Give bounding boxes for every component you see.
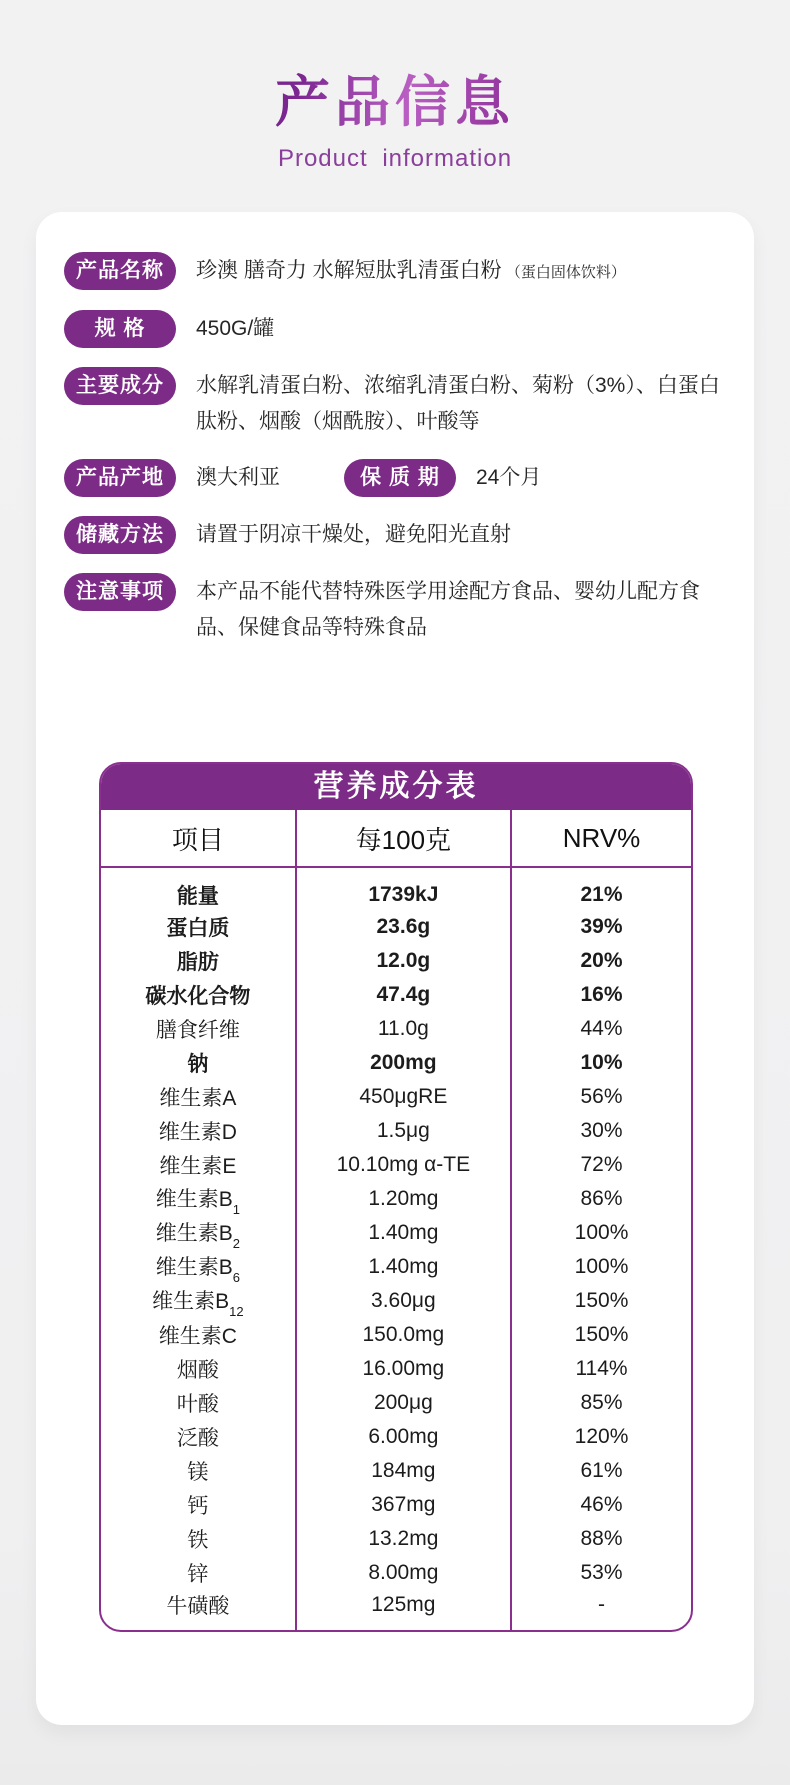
info-label-badge-main-ingredients: 主要成分 [64,367,176,405]
nutrient-nrv: 30% [511,1114,691,1148]
nutrient-nrv: 46% [511,1488,691,1522]
nutrient-nrv: 150% [511,1318,691,1352]
nutrient-per100g: 47.4g [296,978,511,1012]
nutrition-table [99,762,693,1632]
nutrient-name: 维生素D [158,1121,237,1144]
nutrition-row [101,1318,691,1352]
nutrient-per100g: 200mg [296,1046,511,1080]
nutrition-table-title: 营养成分表 [101,764,691,810]
nutrition-row [101,910,691,944]
nutrient-name: 能量 [176,885,219,908]
info-label-badge-specification: 规 格 [64,310,176,348]
nutrient-nrv: 10% [511,1046,691,1080]
nutrient-name: 维生素$B_{12}$ [152,1290,244,1319]
nutrient-name: 镁 [187,1461,209,1484]
info-row-product-name [64,252,728,291]
nutrient-name: 烟酸 [176,1359,219,1382]
page-title: 产品信息 [275,58,515,137]
info-value-shelf-life: 24个月 [476,466,542,489]
nutrition-row [101,1386,691,1420]
nutrition-rows [101,867,691,1630]
nutrient-per100g: 6.00mg [296,1420,511,1454]
info-value-origin: 澳大利亚 [196,466,280,489]
nutrient-per100g: 1.20mg [296,1182,511,1216]
nutrient-nrv: 114% [511,1352,691,1386]
nutrition-row [101,1590,691,1630]
column-header-nrv: NRV% [511,810,691,867]
column-header-per100g: 每100克 [296,810,511,867]
nutrient-nrv: 56% [511,1080,691,1114]
nutrient-nrv: 21% [511,867,691,910]
info-row-main-ingredients [64,367,728,440]
info-row-origin [64,459,728,497]
nutrition-row [101,1216,691,1250]
nutrient-nrv: 100% [511,1216,691,1250]
nutrient-name: 维生素$B_1$ [155,1188,240,1217]
info-value-specification: 450G/罐 [196,317,275,340]
info-label-badge-storage: 储藏方法 [64,516,176,554]
info-value-note-product-name: （蛋白固体饮料） [501,264,626,281]
nutrition-row [101,1250,691,1284]
nutrient-nrv: 120% [511,1420,691,1454]
nutrition-row [101,1012,691,1046]
nutrient-per100g: 1.40mg [296,1216,511,1250]
nutrient-per100g: 367mg [296,1488,511,1522]
nutrient-per100g: 1739kJ [296,867,511,910]
info-value-main-ingredients: 水解乳清蛋白粉、浓缩乳清蛋白粉、菊粉（3%）、白蛋白肽粉、烟酸（烟酰胺）、叶酸等 [196,374,720,433]
nutrient-per100g: 450μgRE [296,1080,511,1114]
nutrition-row [101,1284,691,1318]
nutrient-nrv: - [511,1590,691,1630]
product-info-card [36,212,754,1725]
nutrient-nrv: 85% [511,1386,691,1420]
nutrition-row [101,1080,691,1114]
nutrition-row [101,1352,691,1386]
nutrient-name: 蛋白质 [166,917,230,940]
nutrition-row [101,1420,691,1454]
nutrient-per100g: 3.60μg [296,1284,511,1318]
nutrient-per100g: 12.0g [296,944,511,978]
nutrient-nrv: 16% [511,978,691,1012]
nutrient-per100g: 8.00mg [296,1556,511,1590]
nutrition-row [101,1182,691,1216]
nutrient-name: 钙 [187,1495,209,1518]
info-value-storage: 请置于阴凉干燥处，避免阳光直射 [196,523,511,546]
info-row-specification [64,310,728,348]
nutrient-nrv: 39% [511,910,691,944]
nutrient-nrv: 86% [511,1182,691,1216]
nutrition-row [101,1488,691,1522]
info-value-product-name: 珍澳 膳奇力 水解短肽乳清蛋白粉 （蛋白固体饮料） [196,259,626,282]
nutrient-name: 膳食纤维 [155,1019,240,1042]
nutrient-per100g: 1.5μg [296,1114,511,1148]
info-row-precautions [64,573,728,646]
nutrient-nrv: 150% [511,1284,691,1318]
nutrient-name: 维生素$B_6$ [155,1256,240,1285]
nutrient-nrv: 53% [511,1556,691,1590]
nutrient-name: 维生素$B_2$ [155,1222,240,1251]
nutrition-row [101,867,691,910]
nutrient-per100g: 13.2mg [296,1522,511,1556]
nutrient-name: 碳水化合物 [145,985,251,1008]
page-header [0,0,790,173]
nutrient-nrv: 72% [511,1148,691,1182]
nutrient-nrv: 100% [511,1250,691,1284]
nutrient-name: 维生素E [159,1155,237,1178]
info-rows [64,252,728,646]
nutrient-per100g: 150.0mg [296,1318,511,1352]
nutrition-row [101,1148,691,1182]
nutrient-nrv: 44% [511,1012,691,1046]
nutrition-row [101,944,691,978]
nutrient-per100g: 16.00mg [296,1352,511,1386]
nutrient-per100g: 23.6g [296,910,511,944]
info-label-badge-shelf-life: 保 质 期 [344,459,456,497]
nutrient-per100g: 11.0g [296,1012,511,1046]
nutrition-row [101,1046,691,1080]
nutrient-nrv: 61% [511,1454,691,1488]
nutrient-per100g: 1.40mg [296,1250,511,1284]
nutrient-per100g: 10.10mg α-TE [296,1148,511,1182]
nutrient-name: 铁 [187,1529,209,1552]
nutrition-row [101,978,691,1012]
nutrient-nrv: 88% [511,1522,691,1556]
nutrition-grid [101,810,691,1630]
info-row-storage [64,516,728,554]
nutrient-name: 泛酸 [176,1427,219,1450]
info-value-precautions: 本产品不能代替特殊医学用途配方食品、婴幼儿配方食品、保健食品等特殊食品 [196,580,700,639]
nutrient-per100g: 184mg [296,1454,511,1488]
nutrition-row [101,1454,691,1488]
nutrient-name: 叶酸 [176,1393,219,1416]
nutrition-row [101,1556,691,1590]
nutrition-row [101,1522,691,1556]
nutrient-name: 牛磺酸 [166,1595,230,1618]
nutrient-name: 脂肪 [176,951,219,974]
nutrition-row [101,1114,691,1148]
column-header-item: 项目 [101,810,296,867]
nutrient-nrv: 20% [511,944,691,978]
nutrition-header-row [101,810,691,867]
nutrient-per100g: 125mg [296,1590,511,1630]
info-label-badge-origin: 产品产地 [64,459,176,497]
info-label-badge-precautions: 注意事项 [64,573,176,611]
nutrient-per100g: 200μg [296,1386,511,1420]
page-subtitle: Product information [277,145,513,172]
nutrient-name: 锌 [187,1563,209,1586]
nutrient-name: 钠 [187,1053,209,1076]
info-label-badge-product-name: 产品名称 [64,252,176,290]
nutrient-name: 维生素A [159,1087,237,1110]
nutrient-name: 维生素C [158,1325,237,1348]
